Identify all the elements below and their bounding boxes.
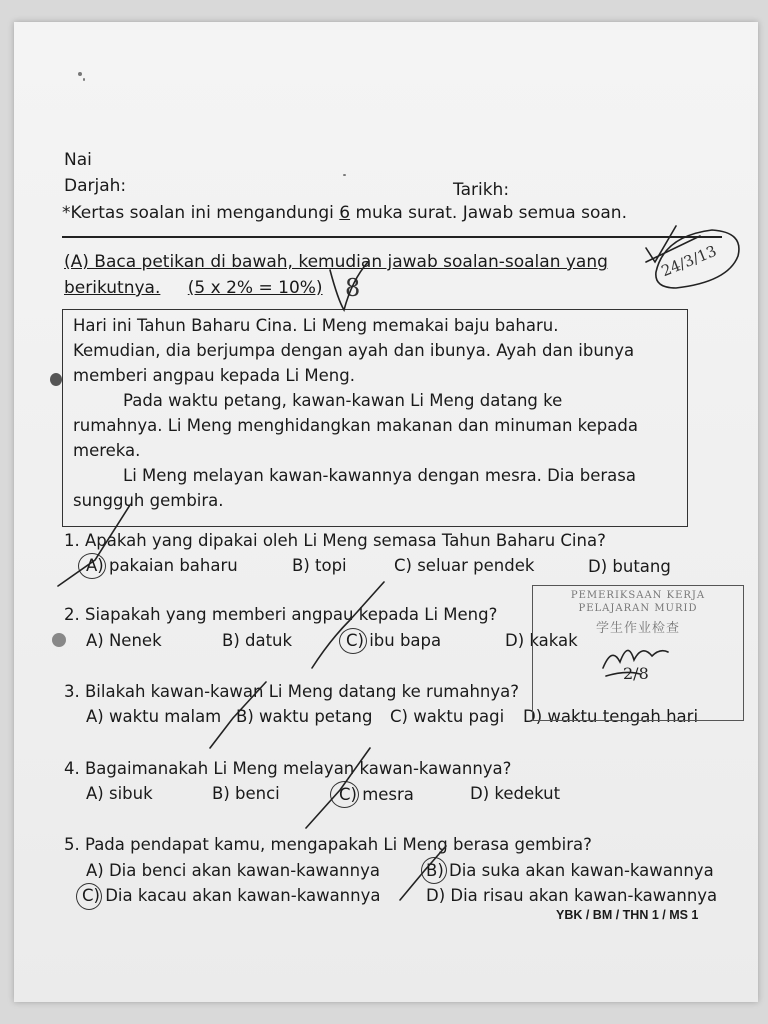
tick-mark-q3 <box>210 682 266 748</box>
q4-option-c[interactable]: C) mesra <box>339 785 414 804</box>
question-3: 3. Bilakah kawan-kawan Li Meng datang ke rumahnya? <box>64 682 520 701</box>
stamp-mark: 2/8 <box>623 664 649 683</box>
question-1: 1. Apakah yang dipakai oleh Li Meng semasa Tahun Baharu Cina? <box>64 531 606 550</box>
q3-option-c[interactable]: C) waktu pagi <box>390 707 505 726</box>
signature-scribble <box>606 672 640 676</box>
section-heading-line1: (A) Baca petikan di bawah, kemudian jawab soalan-soalan yang <box>64 252 608 272</box>
instruction-post: muka surat. Jawab semua so <box>350 203 601 223</box>
date-label: Tarikh: <box>453 180 510 200</box>
name-label: Nai <box>64 150 92 170</box>
passage-line: Pada waktu petang, kawan-kawan Li Meng datang ke <box>123 391 563 410</box>
stamp-line2: PELAJARAN MURID <box>578 603 698 614</box>
q4-option-b[interactable]: B) benci <box>212 784 280 803</box>
q4-option-d[interactable]: D) kedekut <box>470 784 561 803</box>
q2-option-a[interactable]: A) Nenek <box>86 631 162 650</box>
tick-mark-q4 <box>306 748 370 828</box>
q1-option-d[interactable]: D) butang <box>588 557 671 576</box>
instruction-end: an. <box>600 203 627 223</box>
grading-underline <box>646 236 700 262</box>
section-heading-follow: berikutnya. <box>64 278 161 298</box>
passage-line: Hari ini Tahun Baharu Cina. Li Meng memakai baju baharu. <box>73 316 559 335</box>
q2-option-d[interactable]: D) kakak <box>505 631 578 650</box>
class-label: Darjah: <box>64 176 127 196</box>
passage-line: mereka. <box>73 441 141 460</box>
passage-line: memberi angpau kepada Li Meng. <box>73 366 355 385</box>
q5-option-b[interactable]: B) Dia suka akan kawan-kawannya <box>426 861 714 880</box>
q1-option-b[interactable]: B) topi <box>292 556 347 575</box>
q5-option-a[interactable]: A) Dia benci akan kawan-kawannya <box>86 861 380 880</box>
question-4: 4. Bagaimanakah Li Meng melayan kawan-kawannya? <box>64 759 512 778</box>
page-count: 6 <box>339 203 351 223</box>
q5-option-d[interactable]: D) Dia risau akan kawan-kawannya <box>426 886 718 905</box>
tick-mark-q5 <box>400 846 446 900</box>
signature-scribble <box>603 650 668 668</box>
q4-option-a[interactable]: A) sibuk <box>86 784 153 803</box>
passage-line: rumahnya. Li Meng menghidangkan makanan dan minuman kepada <box>73 416 638 435</box>
marks-allocation: (5 x 2% = 10%) <box>187 278 323 298</box>
q5-option-c[interactable]: C) Dia kacau akan kawan-kawannya <box>82 886 381 905</box>
q2-option-c[interactable]: C) ibu bapa <box>346 631 442 650</box>
tick-mark-q1 <box>58 505 130 586</box>
q1-option-c[interactable]: C) seluar pendek <box>394 556 535 575</box>
stamp-line3: 学生作业检查 <box>595 621 680 636</box>
grading-tick <box>646 226 676 262</box>
passage-line: Li Meng melayan kawan-kawannya dengan mesra. Dia berasa <box>123 466 636 485</box>
grading-date-scribble: 24/3/13 <box>658 241 720 281</box>
q3-option-b[interactable]: B) waktu petang <box>236 707 373 726</box>
tick-mark <box>330 262 368 310</box>
stamp-line1: PEMERIKSAAN KERJA <box>570 590 706 601</box>
page-footer-code: YBK / BM / THN 1 / MS 1 <box>556 908 699 922</box>
question-2: 2. Siapakah yang memberi angpau kepada Li Meng? <box>64 605 498 624</box>
q3-option-d[interactable]: D) waktu tengah hari <box>523 707 699 726</box>
instruction-pre: *Kertas soalan ini mengandungi <box>62 203 340 223</box>
q3-option-a[interactable]: A) waktu malam <box>86 707 222 726</box>
passage-line: sungguh gembira. <box>73 491 224 510</box>
score-mark: 8 <box>345 274 361 302</box>
question-5: 5. Pada pendapat kamu, mengapakah Li Meng berasa gembira? <box>64 835 592 854</box>
tick-mark-q2 <box>312 582 384 668</box>
passage-line: Kemudian, dia berjumpa dengan ayah dan ibunya. Ayah dan ibunya <box>73 341 635 360</box>
q1-option-a[interactable]: A) pakaian baharu <box>86 556 238 575</box>
q2-option-b[interactable]: B) datuk <box>222 631 293 650</box>
